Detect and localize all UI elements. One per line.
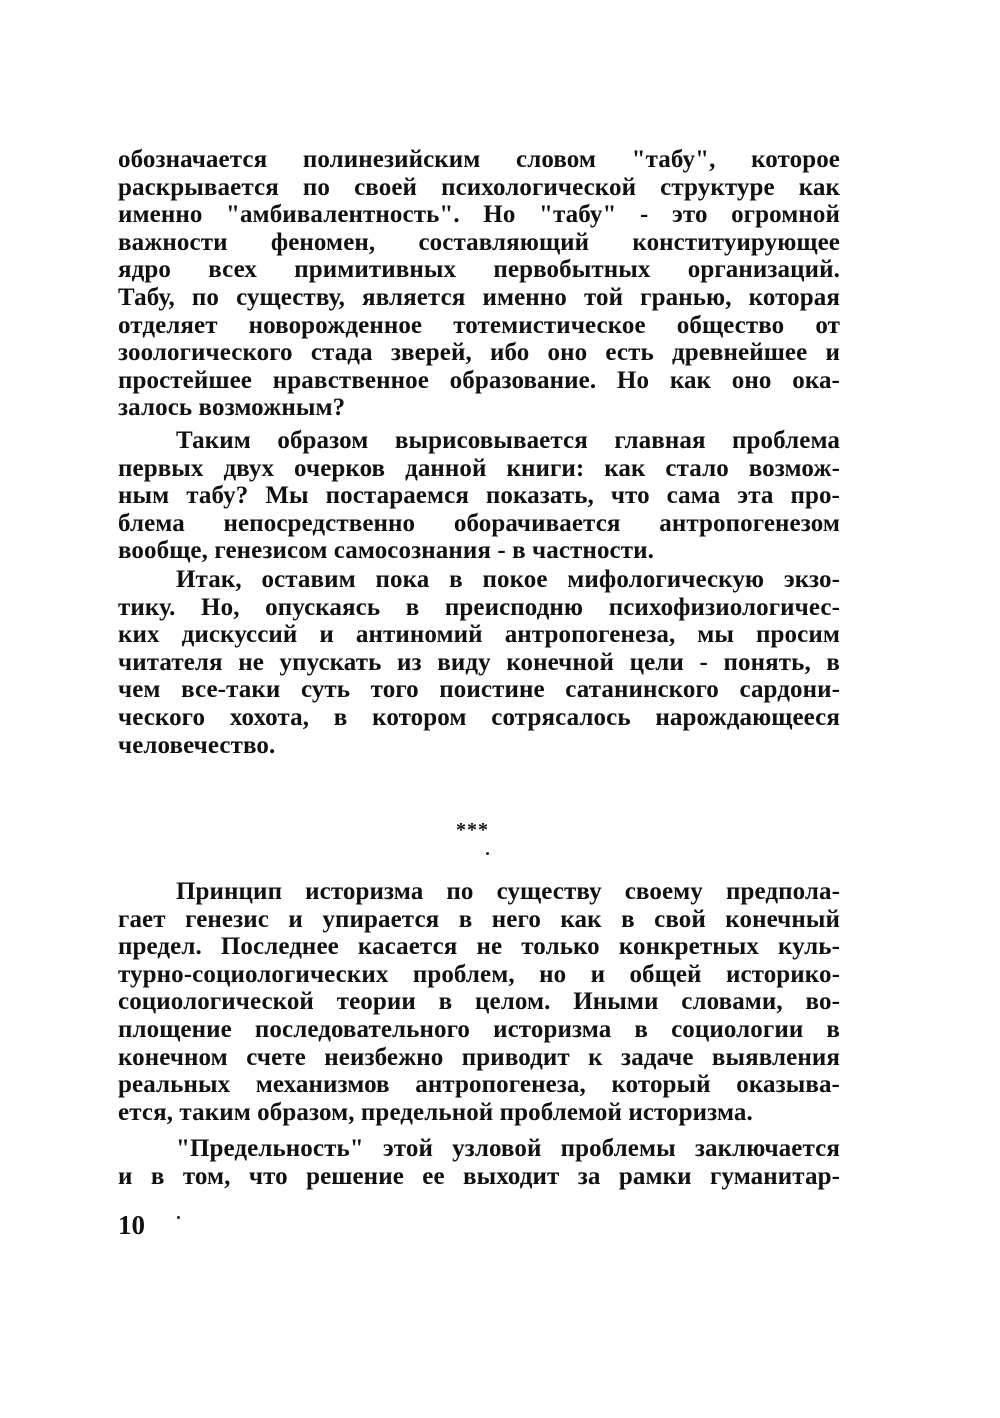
text-line: Табу, по существу, является именно той гранью, которая (118, 284, 840, 311)
text-line: реальных механизмов антропогенеза, который оказыва- (118, 1071, 840, 1099)
separator-speck (486, 852, 489, 855)
text-line: отделяет новорожденное тотемистическое общество от (118, 311, 840, 339)
text-line: "Предельность" этой узловой проблемы заключается (176, 1135, 840, 1162)
text-line: предел. Последнее касается не только конкретных куль- (118, 933, 840, 961)
text-line: ным табу? Мы постараемся показать, что сама эта про- (118, 482, 840, 510)
text-line: Итак, оставим пока в покое мифологическую экзо- (176, 566, 840, 593)
text-line: конечном счете неизбежно приводит к задаче выявления (118, 1043, 840, 1071)
text-line: залось возможным? (118, 394, 346, 422)
section-separator: *** (456, 819, 489, 841)
text-line: ческого хохота, в котором сотрясалось нарождающееся (118, 704, 840, 731)
text-line: ядро всех примитивных первобытных организаций. (118, 256, 840, 284)
text-line: площение последовательного историзма в социологии в (118, 1016, 840, 1043)
text-line: вообще, генезисом самосознания - в частности. (118, 537, 654, 565)
text-line: важности феномен, составляющий конституирующее (118, 228, 840, 256)
text-line: зоологического стада зверей, ибо оно есть древнейшее и (118, 339, 840, 367)
text-line: ется, таким образом, предельной проблемой историзма. (118, 1098, 753, 1126)
text-line: чем все-таки суть того поистине сатанинского сардони- (118, 676, 840, 704)
text-line: Таким образом вырисовывается главная проблема (176, 427, 840, 454)
text-line: раскрывается по своей психологической структуре как (118, 173, 840, 201)
page-number-speck (177, 1216, 180, 1219)
text-line: человечество. (118, 731, 276, 759)
text-line: Принцип историзма по существу своему предпола- (176, 878, 840, 905)
text-line: тику. Но, опускаясь в преисподню психофизиологичес- (118, 593, 840, 621)
text-line: и в том, что решение ее выходит за рамки гуманитар- (118, 1162, 840, 1190)
page-number: 10 (118, 1210, 145, 1240)
text-line: обозначается полинезийским словом "табу", которое (118, 146, 840, 173)
text-line: первых двух очерков данной книги: как стало возмож- (118, 454, 840, 482)
text-line: ких дискуссий и антиномий антропогенеза, мы просим (118, 621, 840, 649)
text-line: социологической теории в целом. Иными словами, во- (118, 988, 840, 1016)
text-line: турно-социологических проблем, но и общей историко- (118, 960, 840, 988)
text-line: простейшее нравственное образование. Но как оно ока- (118, 366, 840, 394)
text-line: гает генезис и упирается в него как в свой конечный (118, 905, 840, 933)
text-line: блема непосредственно оборачивается антропогенезом (118, 509, 840, 537)
text-line: читателя не упускать из виду конечной цели - понять, в (118, 648, 840, 676)
text-line: именно "амбивалентность". Но "табу" - это огромной (118, 201, 840, 229)
